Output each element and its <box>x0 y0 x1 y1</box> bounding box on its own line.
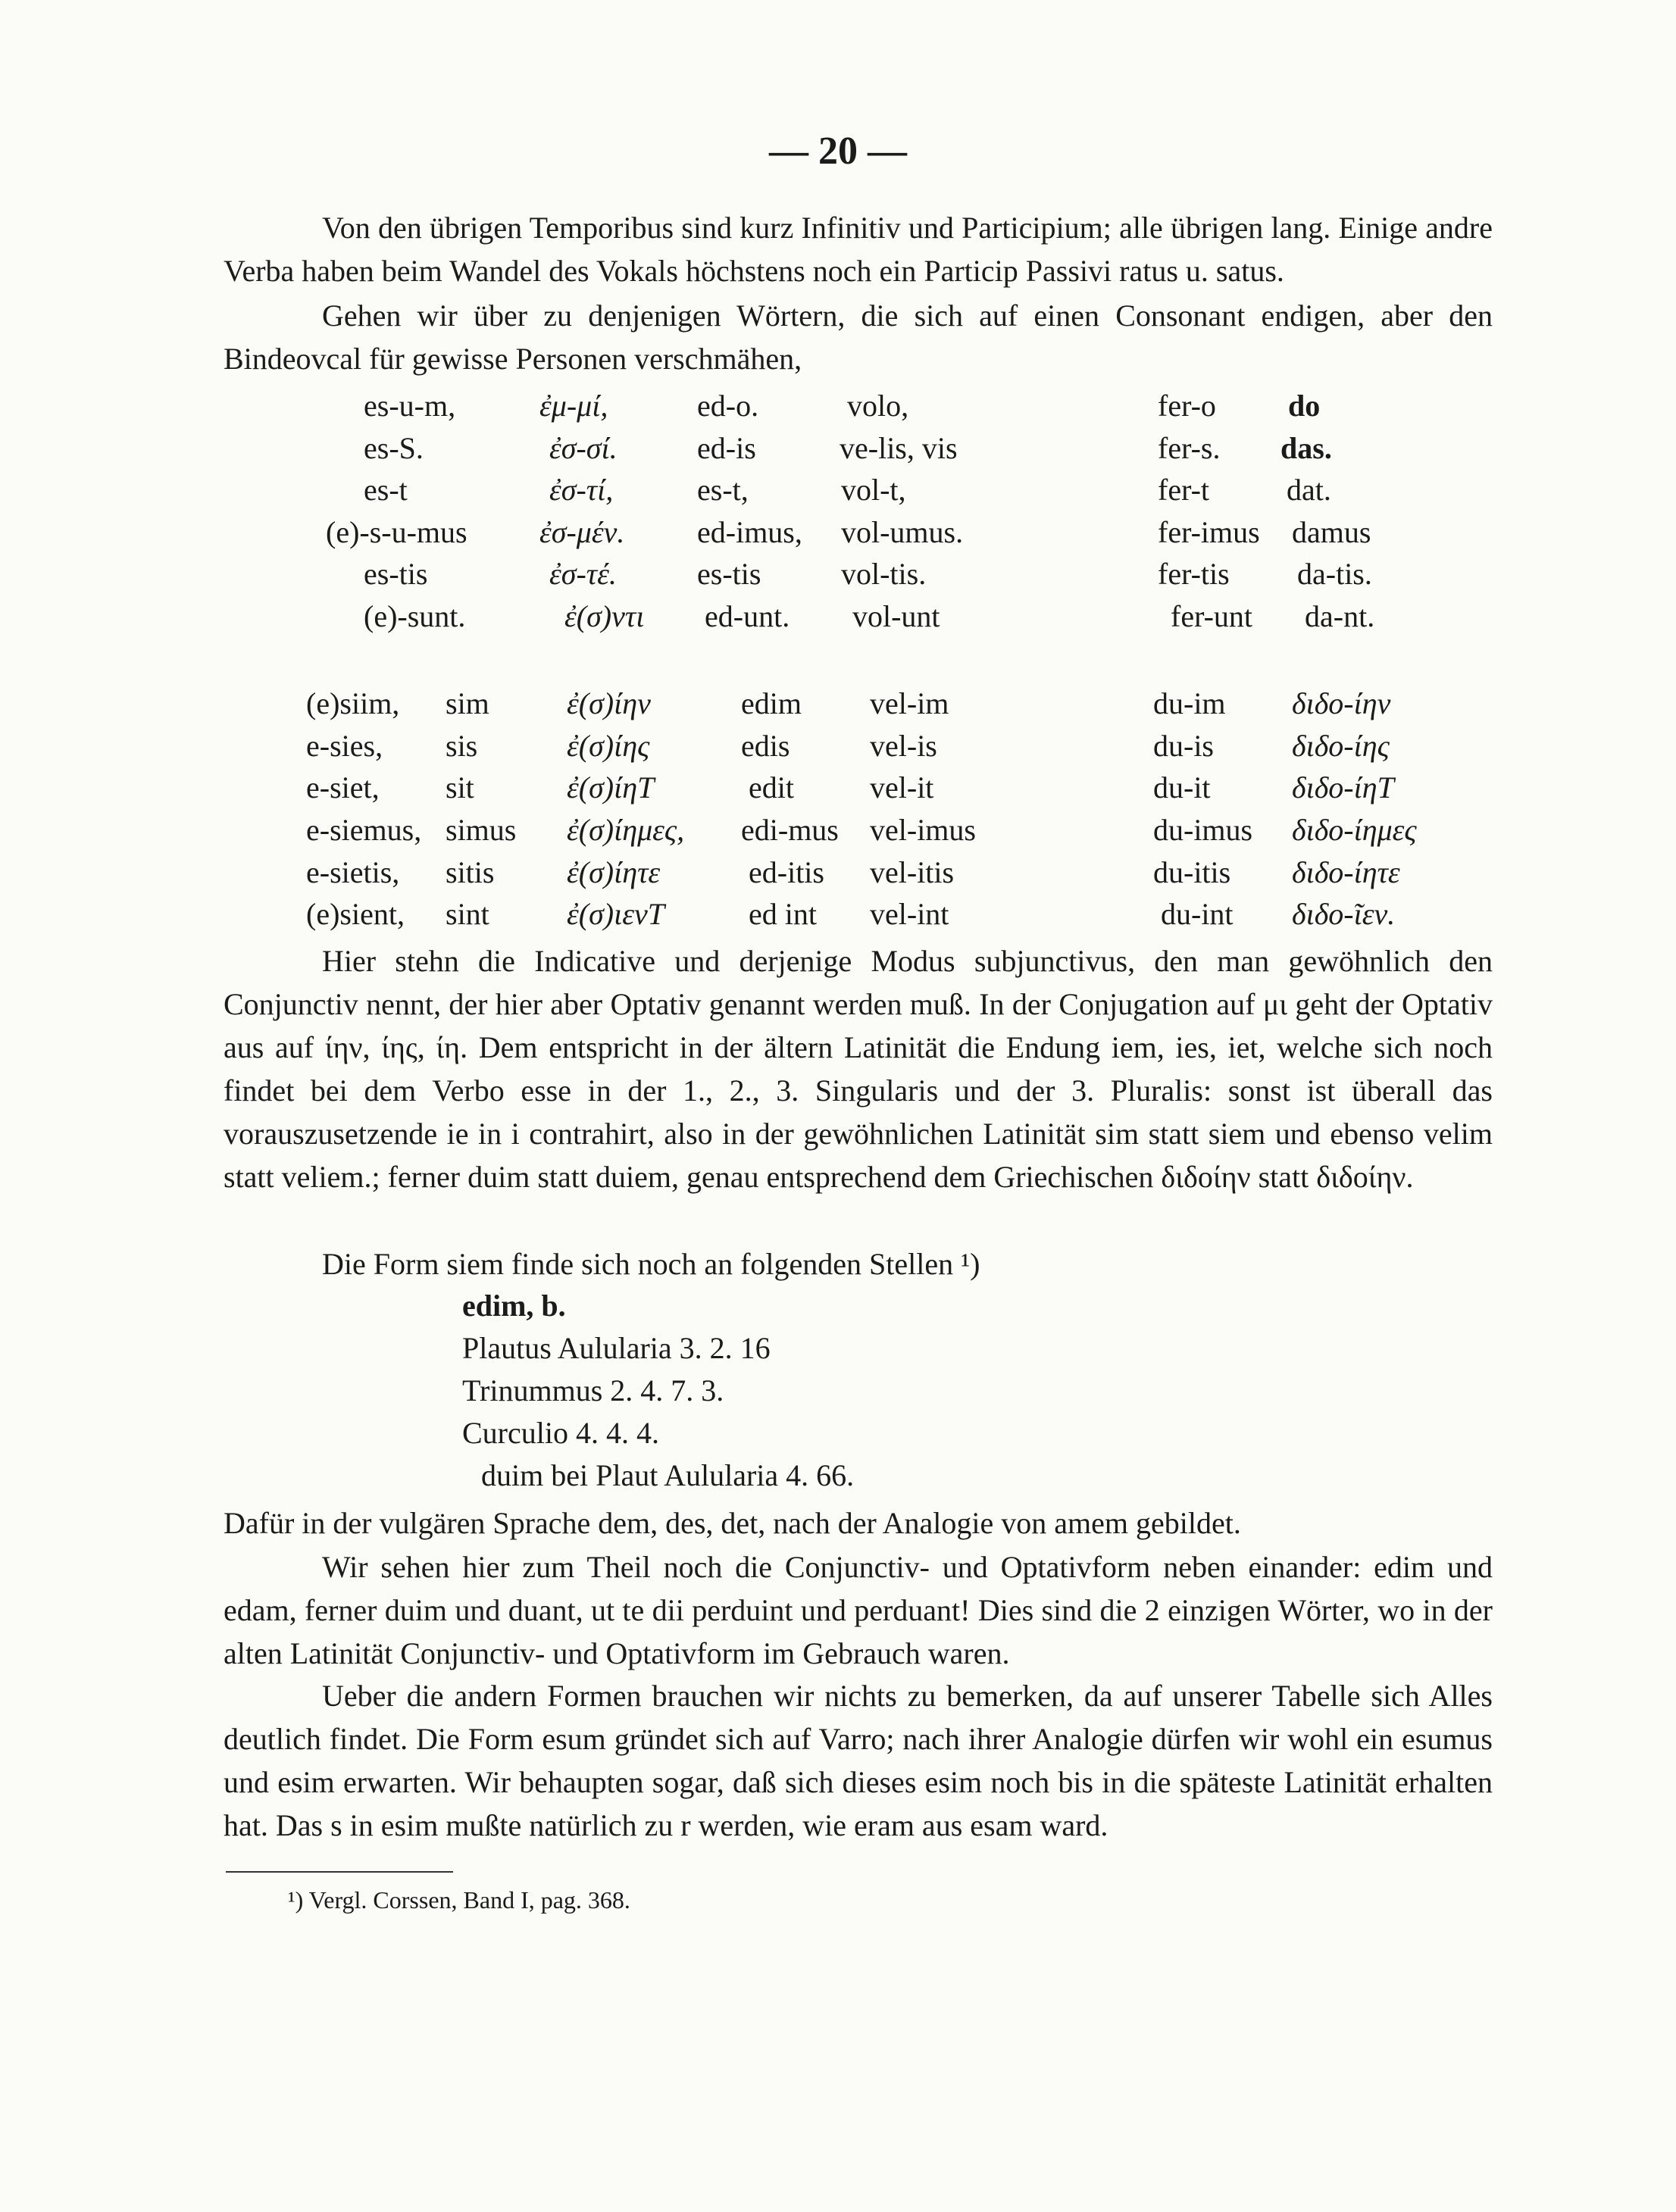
table-cell: dat. <box>1287 473 1331 507</box>
table-cell: sit <box>446 770 474 805</box>
table-cell: es-S. <box>364 431 424 465</box>
table-cell: vel-int <box>870 897 949 931</box>
footnote: ¹) Vergl. Corssen, Band I, pag. 368. <box>288 1886 630 1914</box>
table-cell: ἐ(σ)ιενT <box>567 897 665 931</box>
table-cell: du-it <box>1153 770 1211 805</box>
intro-paragraph-2: Gehen wir über zu denjenigen Wörtern, die sich auf einen Consonant endigen, aber den Bindeovcal für gewisse Personen verschmähen, <box>224 298 1493 376</box>
paragraph-form: Die Form siem finde sich noch an folgenden Stellen ¹) <box>322 1247 980 1281</box>
table-cell: ἐ(σ)ντι <box>564 599 645 633</box>
table-cell: διδο-ίητε <box>1292 855 1400 889</box>
table-cell: vol-umus. <box>841 515 964 549</box>
table-cell: ἐ(σ)ίηT <box>567 770 655 805</box>
intro-paragraph-1: Von den übrigen Temporibus sind kurz Infinitiv und Participium; alle übrigen lang. Einige andre Verba haben beim Wandel des Vokals höchstens noch ein Particip Passivi ratus u. satus. <box>224 211 1493 288</box>
paragraph-ueber: Ueber die andern Formen brauchen wir nichts zu bemerken, da auf unserer Tabelle sich Alles deutlich findet. Die Form esum gründet sich auf Varro; nach ihrer Analogie dürfen wir wohl ein esumus und esim erwarten. Wir behaupten sogar, daß sich dieses esim noch bis in die späteste Latinität erhalten hat. Das s in esim mußte natürlich zu r werden, wie eram aus esam ward. <box>224 1679 1493 1842</box>
paragraph-dafuer: Dafür in der vulgären Sprache dem, des, det, nach der Analogie von amem gebildet. <box>224 1506 1241 1540</box>
table-cell: ed int <box>749 897 817 931</box>
table-cell: edi-mus <box>741 813 839 847</box>
table-cell: edis <box>741 729 790 763</box>
table-cell: vol-t, <box>841 473 906 507</box>
page-number: — 20 — <box>769 130 907 173</box>
table-cell: ἐμ-μί, <box>539 389 608 423</box>
table-cell: volo, <box>847 389 909 423</box>
table-cell: vel-it <box>870 770 934 805</box>
table-cell: du-itis <box>1153 855 1231 889</box>
table-cell: ed-itis <box>749 855 824 889</box>
table-cell: es-tis <box>697 557 761 591</box>
table-cell: διδο-ῖεν. <box>1292 897 1396 931</box>
table-cell: ἐσ-μέν. <box>539 515 625 549</box>
table-cell: (e)sient, <box>306 897 405 931</box>
paragraph-wir: Wir sehen hier zum Theil noch die Conjunctiv- und Optativform neben einander: edim und edam, ferner duim und duant, ut te dii perduint und perduant! Dies sind die 2 einzigen Wörter, wo in der alten Latinität Conjunctiv- und Optativform im Gebrauch waren. <box>224 1550 1493 1670</box>
table-cell: διδο-ίην <box>1292 686 1391 720</box>
table-cell: fer-s. <box>1158 431 1221 465</box>
table-cell: ed-unt. <box>705 599 790 633</box>
table-cell: edim <box>741 686 802 720</box>
citation: duim bei Plaut Aulularia 4. 66. <box>481 1458 855 1492</box>
table-cell: ἐ(σ)ίην <box>567 686 651 720</box>
table-cell: sim <box>446 686 489 720</box>
table-cell: das. <box>1280 431 1332 465</box>
table-cell: fer-tis <box>1158 557 1230 591</box>
table-cell: du-im <box>1153 686 1226 720</box>
table-cell: vel-im <box>870 686 949 720</box>
table-cell: sitis <box>446 855 495 889</box>
table-cell: da-nt. <box>1305 599 1375 633</box>
table-cell: e-siet, <box>306 770 380 805</box>
table-cell: ed-o. <box>697 389 759 423</box>
table-cell: da-tis. <box>1297 557 1372 591</box>
citation: Plautus Aulularia 3. 2. 16 <box>462 1331 771 1365</box>
table-cell: ed-is <box>697 431 756 465</box>
table-cell: ἐσ-σί. <box>549 431 618 465</box>
table-cell: ed-imus, <box>697 515 802 549</box>
table-cell: διδο-ίηT <box>1292 770 1394 805</box>
table-cell: ἐ(σ)ίητε <box>567 855 661 889</box>
citation: edim, b. <box>462 1289 566 1323</box>
table-cell: sint <box>446 897 489 931</box>
table-cell: es-tis <box>364 557 428 591</box>
table-cell: vel-is <box>870 729 937 763</box>
table-cell: edit <box>749 770 794 805</box>
table-cell: διδο-ίης <box>1292 729 1390 763</box>
table-cell: ἐσ-τέ. <box>549 557 617 591</box>
table-cell: fer-imus <box>1158 515 1260 549</box>
citation: Trinummus 2. 4. 7. 3. <box>462 1373 724 1407</box>
table-cell: es-t, <box>697 473 749 507</box>
table-cell: vel-itis <box>870 855 955 889</box>
table-cell: vol-unt <box>852 599 940 633</box>
table-cell: du-is <box>1153 729 1214 763</box>
table-cell: ἐ(σ)ίης <box>567 729 650 763</box>
table-cell: ἐσ-τί, <box>549 473 614 507</box>
table-cell: sis <box>446 729 478 763</box>
table-cell: simus <box>446 813 517 847</box>
table-cell: e-siemus, <box>306 813 422 847</box>
citation: Curculio 4. 4. 4. <box>462 1416 659 1450</box>
table-cell: vol-tis. <box>841 557 927 591</box>
table-cell: vel-imus <box>870 813 976 847</box>
paragraph-hier: Hier stehn die Indicative und derjenige Modus subjunctivus, den man gewöhnlich den Conjunctiv nennt, der hier aber Optativ genannt werden muß. In der Conjugation auf μι geht der Optativ aus auf ίην, ίης, ίη. Dem entspricht in der ältern Latinität die Endung iem, ies, iet, welche sich noch findet bei dem Verbo esse in der 1., 2., 3. Singularis und der 3. Pluralis: sonst ist überall das vorauszusetzende ie in i contrahirt, also in der gewöhnlichen Latinität sim statt siem und ebenso velim statt veliem.; ferner duim statt duiem, genau entsprechend dem Griechischen διδοίην statt διδοίην. <box>224 944 1493 1194</box>
table-cell: fer-o <box>1158 389 1216 423</box>
table-cell: ἐ(σ)ίημες, <box>567 813 685 847</box>
table-cell: (e)-sunt. <box>364 599 466 633</box>
table-cell: du-int <box>1161 897 1234 931</box>
table-cell: damus <box>1292 515 1371 549</box>
table-cell: (e)-s-u-mus <box>326 515 467 549</box>
table-cell: (e)siim, <box>306 686 400 720</box>
table-cell: do <box>1288 389 1321 423</box>
footnote-rule <box>226 1871 453 1873</box>
table-cell: fer-t <box>1158 473 1210 507</box>
table-cell: e-sies, <box>306 729 383 763</box>
table-cell: du-imus <box>1153 813 1253 847</box>
table-cell: es-u-m, <box>364 389 456 423</box>
table-cell: διδο-ίημες <box>1292 813 1417 847</box>
table-cell: ve-lis, vis <box>840 431 958 465</box>
table-cell: es-t <box>364 473 408 507</box>
table-cell: e-sietis, <box>306 855 400 889</box>
table-cell: fer-unt <box>1171 599 1253 633</box>
